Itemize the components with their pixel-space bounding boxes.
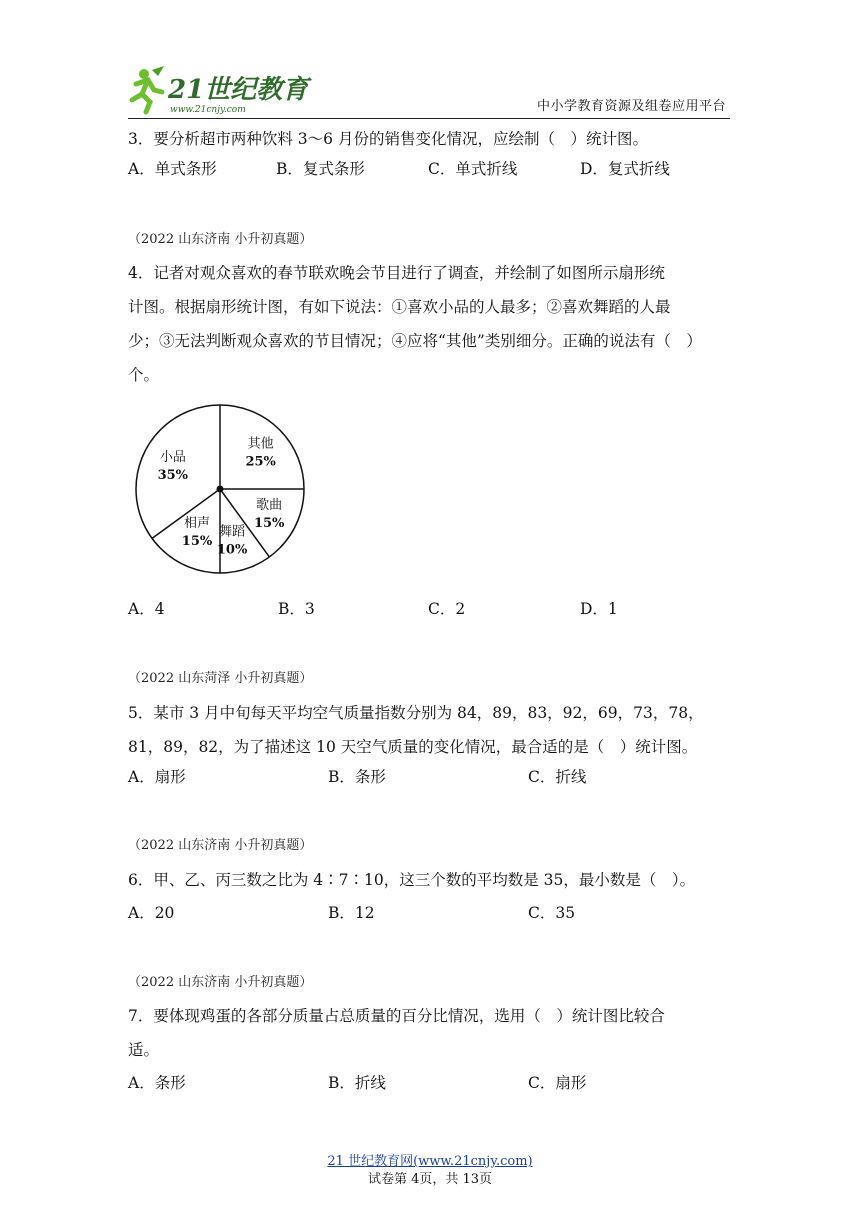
question-5 bbox=[128, 696, 738, 764]
option-b[interactable]: B．折线 bbox=[328, 1074, 386, 1092]
logo-21century-education bbox=[128, 62, 309, 116]
option-c[interactable]: C．单式折线 bbox=[428, 160, 518, 178]
option-a[interactable]: A．单式条形 bbox=[128, 160, 217, 178]
pie-slice-value: 35% bbox=[157, 468, 189, 484]
header-platform-text: 中小学教育资源及组卷应用平台 bbox=[536, 99, 726, 114]
question-5-line: 5．某市 3 月中旬每天平均空气质量指数分别为 84，89，83，92，69，73，78， bbox=[128, 704, 704, 722]
page-header bbox=[128, 62, 730, 119]
logo-name: 21世纪教育 bbox=[168, 75, 309, 105]
question-4-options bbox=[128, 597, 738, 627]
question-4-line: 计图。根据扇形统计图，有如下说法：①喜欢小品的人最多；②喜欢舞蹈的人最 bbox=[128, 298, 671, 316]
question-6 bbox=[128, 863, 738, 897]
option-c[interactable]: C．扇形 bbox=[528, 1074, 587, 1092]
question-4 bbox=[128, 256, 738, 392]
pie-slice-value: 25% bbox=[245, 454, 276, 470]
question-4-line: 个。 bbox=[128, 366, 160, 384]
pie-chart bbox=[128, 402, 318, 582]
question-3-options bbox=[128, 157, 738, 187]
option-b[interactable]: B．复式条形 bbox=[276, 160, 365, 178]
question-4-source: （2022 山东济南 小升初真题） bbox=[128, 232, 313, 247]
logo-url: www.21cnjy.com bbox=[170, 105, 246, 115]
option-a[interactable]: A．条形 bbox=[128, 1074, 186, 1092]
option-c[interactable]: C．2 bbox=[428, 600, 466, 618]
question-7-options bbox=[128, 1071, 738, 1101]
running-figure-icon bbox=[132, 66, 164, 112]
question-5-options bbox=[128, 765, 738, 795]
question-4-line: 少；③无法判断观众喜欢的节目情况；④应将“其他”类别细分。正确的说法有（ ） bbox=[128, 332, 702, 350]
pie-center-dot bbox=[217, 486, 224, 493]
pie-slice-label: 其他 bbox=[247, 436, 274, 452]
question-5-line: 81，89，82，为了描述这 10 天空气质量的变化情况，最合适的是（ ）统计图。 bbox=[128, 738, 698, 756]
option-b[interactable]: B．12 bbox=[328, 904, 375, 922]
option-c[interactable]: C．折线 bbox=[528, 768, 587, 786]
question-7-line: 7．要体现鸡蛋的各部分质量占总质量的百分比情况，选用（ ）统计图比较合 bbox=[128, 1007, 665, 1025]
question-4-line: 4．记者对观众喜欢的春节联欢晚会节目进行了调查，并绘制了如图所示扇形统 bbox=[128, 264, 665, 282]
pie-slice-label: 舞蹈 bbox=[219, 524, 246, 540]
pie-slice-label: 小品 bbox=[159, 450, 186, 466]
pie-slice-value: 15% bbox=[181, 534, 213, 550]
option-a[interactable]: A．扇形 bbox=[128, 768, 186, 786]
option-b[interactable]: B．3 bbox=[278, 600, 315, 618]
question-7 bbox=[128, 999, 738, 1067]
question-7-line: 适。 bbox=[128, 1041, 160, 1059]
question-6-source: （2022 山东济南 小升初真题） bbox=[128, 838, 313, 853]
question-7-source: （2022 山东济南 小升初真题） bbox=[128, 975, 313, 990]
question-5-source: （2022 山东菏泽 小升初真题） bbox=[128, 671, 313, 686]
pie-slice-value: 10% bbox=[216, 542, 248, 558]
option-c[interactable]: C．35 bbox=[528, 904, 576, 922]
pie-slice-label: 歌曲 bbox=[256, 497, 283, 513]
footer-page-number: 试卷第 4页，共 13页 bbox=[367, 1172, 493, 1187]
question-3-line: 3．要分析超市两种饮料 3～6 月份的销售变化情况，应绘制（ ）统计图。 bbox=[128, 130, 648, 148]
footer-link-line bbox=[0, 1150, 860, 1169]
option-a[interactable]: A．20 bbox=[128, 904, 175, 922]
question-6-line: 6．甲、乙、丙三数之比为 4∶7∶10，这三个数的平均数是 35，最小数是（ ）。 bbox=[128, 871, 696, 889]
pie-slice-value: 15% bbox=[253, 515, 285, 531]
option-a[interactable]: A．4 bbox=[128, 600, 165, 618]
option-d[interactable]: D．1 bbox=[580, 600, 618, 618]
question-3 bbox=[128, 122, 738, 156]
pie-slice-label: 相声 bbox=[184, 516, 211, 532]
option-d[interactable]: D．复式折线 bbox=[580, 160, 670, 178]
option-b[interactable]: B．条形 bbox=[328, 768, 386, 786]
question-6-options bbox=[128, 901, 738, 931]
footer-site-link[interactable]: 21 世纪教育网(www.21cnjy.com) bbox=[327, 1154, 533, 1169]
